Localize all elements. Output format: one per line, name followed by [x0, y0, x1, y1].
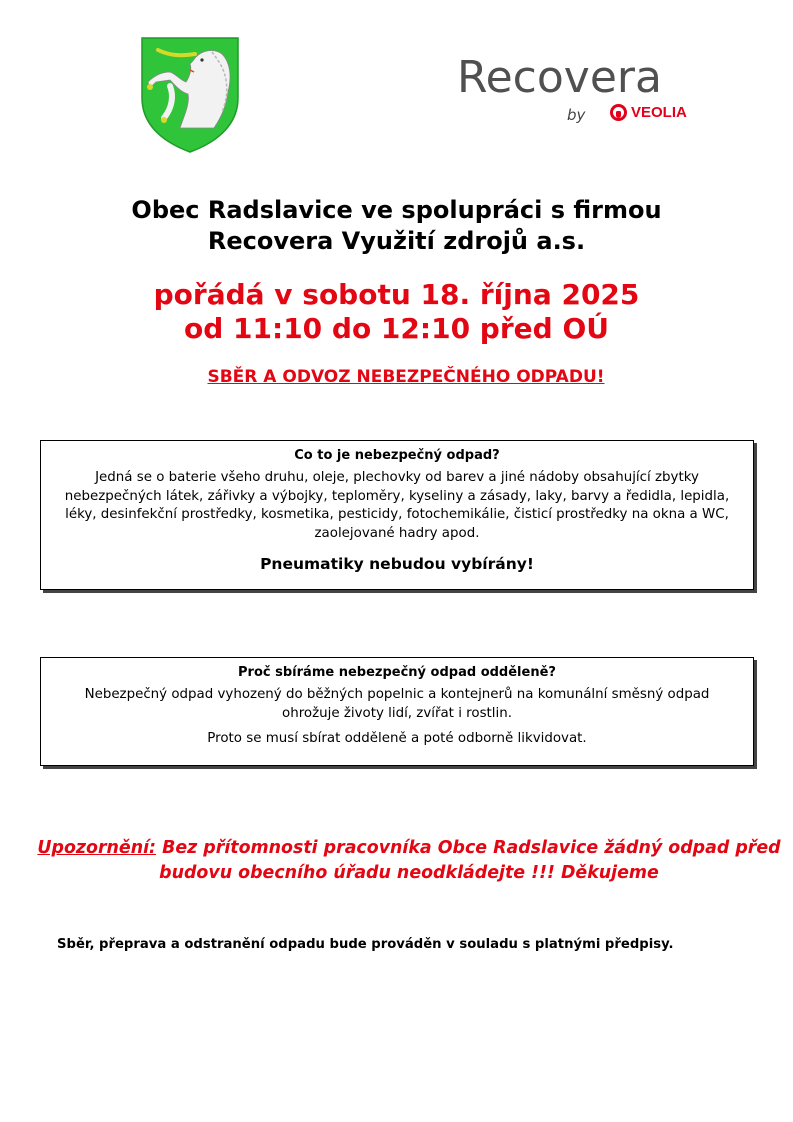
- recovera-wordmark: Recovera: [457, 52, 662, 103]
- event-line-1: pořádá v sobotu 18. října 2025: [153, 278, 640, 311]
- box-title: Proč sbíráme nebezpečný odpad odděleně?: [238, 665, 556, 680]
- veolia-text: VEOLIA: [631, 104, 687, 121]
- box-body: Nebezpečný odpad vyhozený do běžných popelnic a kontejnerů na komunální směsný odpad ohrožuje životy lidí, zvířat i rostlin.: [84, 687, 710, 721]
- box-body-secondary: Proto se musí sbírat odděleně a poté odborně likvidovat.: [207, 731, 587, 746]
- box-title: Co to je nebezpečný odpad?: [294, 448, 500, 463]
- title-line-1: Obec Radslavice ve spolupráci s firmou: [131, 196, 662, 224]
- recovera-veolia-logo: [455, 52, 695, 132]
- event-date: [0, 278, 793, 346]
- info-box-what-is-hazardous: [40, 440, 754, 590]
- tires-notice: Pneumatiky nebudou vybírány!: [260, 555, 534, 573]
- title-line-2: Recovera Využití zdrojů a.s.: [207, 227, 586, 255]
- warning-notice: [0, 836, 793, 886]
- page-title: [0, 195, 793, 257]
- footer-note: Sběr, přeprava a odstranění odpadu bude prováděn v souladu s platnými předpisy.: [57, 937, 674, 952]
- warning-label: Upozornění:: [37, 838, 157, 858]
- coat-of-arms-icon: [140, 36, 240, 154]
- warning-text: Bez přítomnosti pracovníka Obce Radslavice žádný odpad před budovu obecního úřadu neodkládejte !!! Děkujeme: [156, 838, 781, 883]
- collection-headline: SBĚR A ODVOZ NEBEZPEČNÉHO ODPADU!: [207, 367, 605, 387]
- event-line-2: od 11:10 do 12:10 před OÚ: [184, 312, 609, 345]
- veolia-mark-icon: [610, 104, 627, 121]
- info-box-why-separate: [40, 657, 754, 766]
- logo-by-text: by: [567, 106, 586, 124]
- box-body: Jedná se o baterie všeho druhu, oleje, plechovky od barev a jiné nádoby obsahující zbytky nebezpečných látek, zářivky a výbojky, teploměry, kyseliny a zásady, laky, barvy a ředidla, lepidla, léky, desinfekční prostředky, kosmetika, pesticidy, fotochemikálie, čisticí prostředky na okna a WC, zaolejované hadry apod.: [64, 470, 730, 541]
- veolia-brand: [610, 104, 687, 121]
